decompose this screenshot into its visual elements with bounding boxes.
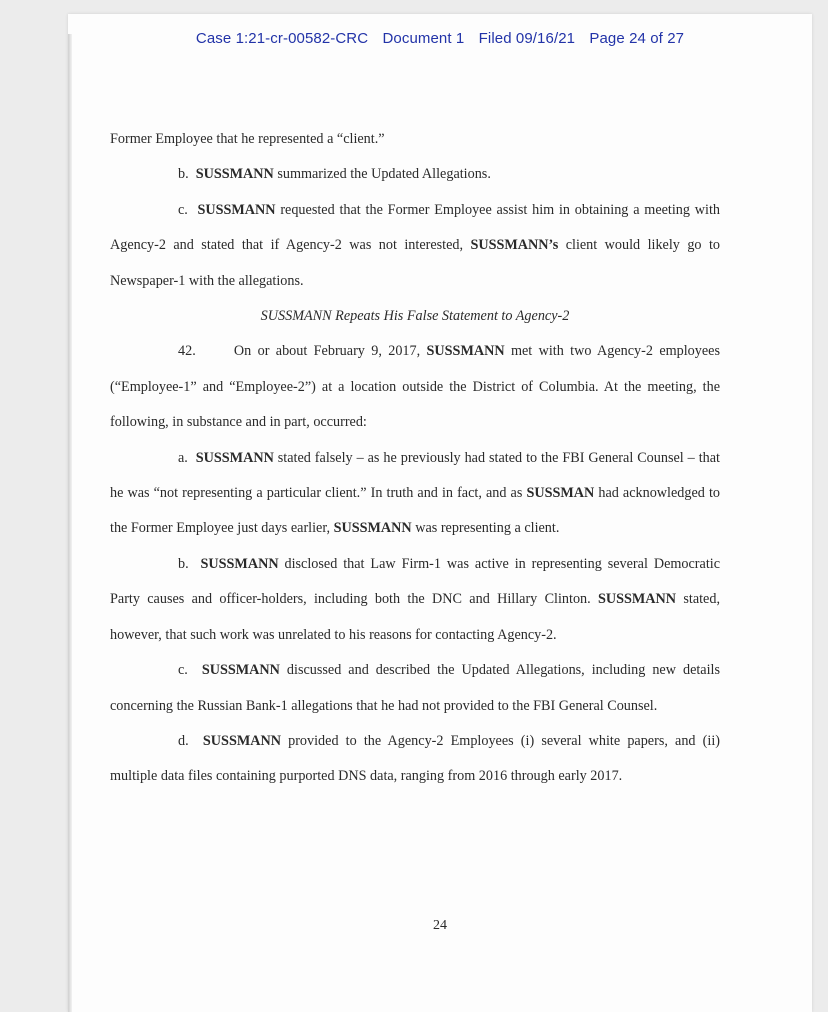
subparagraph-b: [110, 547, 720, 653]
document-number: Document 1: [382, 30, 465, 47]
defendant-name: SUSSMANN: [333, 520, 412, 537]
paragraph-number: 42.: [178, 343, 196, 360]
page-number: 24: [433, 918, 447, 933]
defendant-name: SUSSMANN: [197, 201, 276, 218]
subparagraph-text: had acknowledged to the Former Employee just days earlier,: [110, 485, 720, 537]
subparagraph-d: [110, 724, 720, 795]
subparagraph-label: c.: [178, 662, 188, 679]
subparagraph-c-first: [110, 193, 720, 299]
defendant-name: SUSSMANN: [201, 662, 280, 679]
subparagraph-c: [110, 653, 720, 724]
subparagraph-label: b.: [178, 555, 189, 572]
filed-date: Filed 09/16/21: [478, 30, 576, 47]
defendant-name: SUSSMANN: [195, 166, 274, 183]
case-number: Case 1:21-cr-00582-CRC: [195, 30, 369, 47]
subparagraph-text: provided to the Agency-2 Employees (i) several white papers, and (ii) multiple data files containing purported DNS data, ranging from 2016 through early 2017.: [110, 732, 720, 785]
document-body: [110, 122, 720, 795]
defendant-name: SUSSMAN: [526, 485, 595, 502]
paragraph-42: [110, 334, 720, 440]
subparagraph-label: c.: [178, 201, 188, 218]
defendant-name-possessive: SUSSMANN’s: [470, 237, 559, 254]
court-filing-header: [68, 30, 812, 47]
subparagraph-b-first: [110, 157, 720, 192]
page-of-pages: Page 24 of 27: [589, 30, 685, 47]
paragraph-text: On or about February 9, 2017,: [233, 343, 427, 360]
paragraph-continuation: Former Employee that he represented a “client.”: [110, 131, 385, 147]
defendant-name: SUSSMANN: [598, 591, 677, 608]
subparagraph-text: disclosed that Law Firm-1 was active in representing several Democratic Party causes and officer-holders, including both the DNC and Hillary Clinton.: [110, 555, 720, 608]
page-edge-shadow: [68, 34, 72, 1012]
section-heading: SUSSMANN Repeats His False Statement to Agency-2: [260, 308, 570, 325]
subparagraph-text: stated, however, that such work was unrelated to his reasons for contacting Agency-2.: [110, 591, 720, 643]
subparagraph-label: d.: [178, 732, 189, 749]
defendant-name: SUSSMANN: [195, 449, 274, 466]
subparagraph-text: requested that the Former Employee assist him in obtaining a meeting with Agency-2 and stated that if Agency-2 was not interested,: [110, 201, 721, 254]
subparagraph-label: b.: [178, 166, 189, 183]
subparagraph-text: was representing a client.: [411, 520, 560, 537]
document-page: [68, 14, 812, 1012]
subparagraph-label: a.: [178, 449, 188, 466]
defendant-name: SUSSMANN: [200, 555, 279, 572]
defendant-name: SUSSMANN: [202, 732, 281, 749]
subparagraph-text: summarized the Updated Allegations.: [273, 166, 491, 183]
subparagraph-a: [110, 441, 720, 547]
paragraph-text: met with two Agency-2 employees (“Employee-1” and “Employee-2”) at a location outside the District of Columbia. At the meeting, the following, in substance and in part, occurred:: [110, 343, 720, 431]
defendant-name: SUSSMANN: [426, 343, 505, 360]
subparagraph-text: stated falsely – as he previously had stated to the FBI General Counsel – that he was “not representing a particular client.” In truth and in fact, and as: [110, 449, 720, 502]
subparagraph-text: client would likely go to Newspaper-1 with the allegations.: [110, 237, 720, 289]
subparagraph-text: discussed and described the Updated Allegations, including new details concerning the Russian Bank-1 allegations that he had not provided to the FBI General Counsel.: [110, 662, 721, 714]
